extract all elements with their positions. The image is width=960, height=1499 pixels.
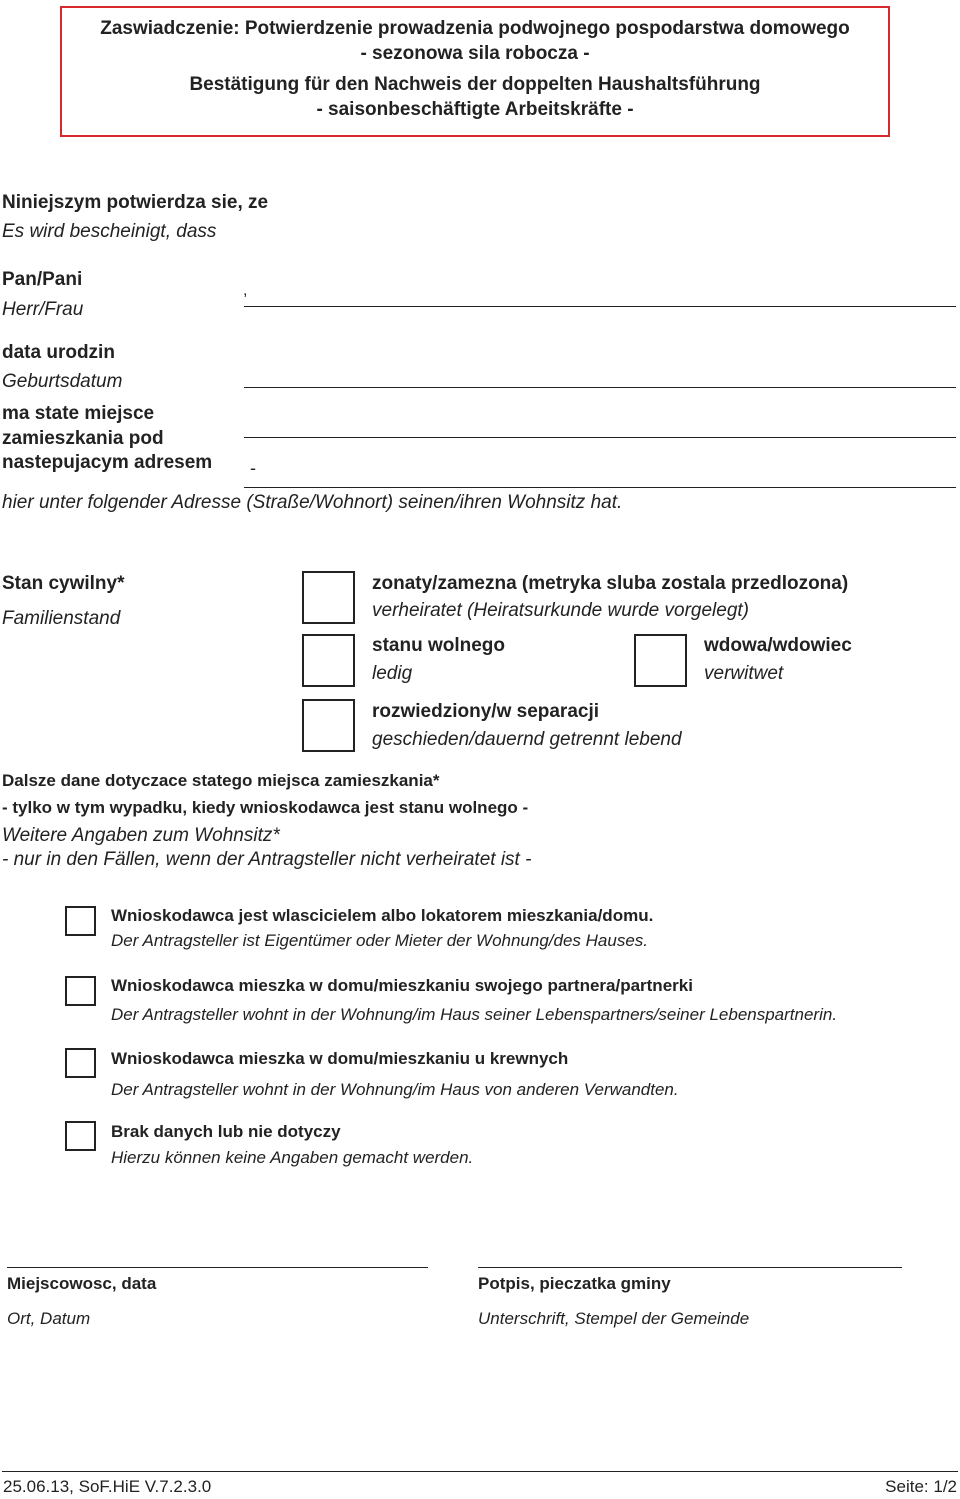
single-checkbox[interactable] [302,634,355,687]
married-checkbox[interactable] [302,571,355,624]
marital-label-de: Familienstand [2,608,121,629]
birth-label-pl: data urodzin [2,342,115,363]
no-data-label-pl: Brak danych lub nie dotyczy [111,1122,341,1141]
footer-version: 25.06.13, SoF.HiE V.7.2.3.0 [3,1477,212,1496]
address-label-pl-2: zamieszkania pod [2,428,164,449]
signature-label-pl: Potpis, pieczatka gminy [478,1274,671,1293]
residence-head-pl-2: - tylko w tym wypadku, kiedy wnioskodawca jest stanu wolnego - [2,798,529,817]
divorced-checkbox[interactable] [302,699,355,752]
place-date-label-pl: Miejscowosc, data [7,1274,157,1293]
partner-home-label-de: Der Antragsteller wohnt in der Wohnung/im Haus seiner Lebenspartners/seiner Lebenspartnerin. [111,1005,838,1024]
intro-pl: Niniejszym potwierdza sie, ze [2,192,269,213]
title-line-2: - sezonowa sila robocza - [360,43,590,64]
owner-tenant-checkbox[interactable] [65,906,96,936]
address-label-pl-1: ma state miejsce [2,403,155,424]
footer-page-number: Seite: 1/2 [885,1477,957,1496]
partner-home-checkbox[interactable] [65,976,96,1006]
title-box [60,6,890,137]
place-date-label-de: Ort, Datum [7,1309,91,1328]
widowed-label-de: verwitwet [704,663,784,684]
intro-de: Es wird bescheinigt, dass [2,221,217,242]
birth-label-de: Geburtsdatum [2,371,123,392]
address-field-1[interactable] [244,437,956,438]
owner-tenant-label-de: Der Antragsteller ist Eigentümer oder Mieter der Wohnung/des Hauses. [111,931,649,950]
divorced-label-pl: rozwiedziony/w separacji [372,701,600,722]
single-label-pl: stanu wolnego [372,635,505,656]
residence-head-de-2: - nur in den Fällen, wenn der Antragsteller nicht verheiratet ist - [2,849,532,870]
no-data-checkbox[interactable] [65,1121,96,1151]
title-line-4: - saisonbeschäftigte Arbeitskräfte - [316,99,634,120]
person-name-field[interactable] [244,306,956,307]
relatives-home-label-de: Der Antragsteller wohnt in der Wohnung/im Haus von anderen Verwandten. [111,1080,679,1099]
place-date-field[interactable] [7,1267,428,1268]
signature-field[interactable] [478,1267,902,1268]
title-line-1: Zaswiadczenie: Potwierdzenie prowadzenia podwojnego pospodarstwa domowego [100,18,850,39]
divorced-label-de: geschieden/dauernd getrennt lebend [372,729,682,750]
relatives-home-label-pl: Wnioskodawca mieszka w domu/mieszkaniu u krewnych [111,1049,569,1068]
marital-label-pl: Stan cywilny* [2,573,125,594]
address-dash: - [250,458,256,478]
person-label-de: Herr/Frau [2,299,84,320]
widowed-checkbox[interactable] [634,634,687,687]
birth-date-field[interactable] [244,387,956,388]
residence-head-de-1: Weitere Angaben zum Wohnsitz* [2,825,280,846]
residence-head-pl-1: Dalsze dane dotyczace statego miejsca zamieszkania* [2,771,440,790]
relatives-home-checkbox[interactable] [65,1048,96,1078]
married-label-de: verheiratet (Heiratsurkunde wurde vorgelegt) [372,600,750,621]
footer-rule [2,1471,958,1472]
person-comma: , [243,282,248,299]
address-label-pl-3: nastepujacym adresem [2,452,213,473]
married-label-pl: zonaty/zamezna (metryka sluba zostala przedlozona) [372,573,849,594]
title-line-3: Bestätigung für den Nachweis der doppelten Haushaltsführung [189,74,761,95]
single-label-de: ledig [372,663,413,684]
owner-tenant-label-pl: Wnioskodawca jest wlascicielem albo lokatorem mieszkania/domu. [111,906,654,925]
widowed-label-pl: wdowa/wdowiec [704,635,852,656]
address-label-de: hier unter folgender Adresse (Straße/Wohnort) seinen/ihren Wohnsitz hat. [2,492,623,513]
signature-label-de: Unterschrift, Stempel der Gemeinde [478,1309,750,1328]
address-field-2[interactable] [244,487,956,488]
partner-home-label-pl: Wnioskodawca mieszka w domu/mieszkaniu swojego partnera/partnerki [111,976,693,995]
no-data-label-de: Hierzu können keine Angaben gemacht werden. [111,1148,474,1167]
person-label-pl: Pan/Pani [2,269,83,290]
